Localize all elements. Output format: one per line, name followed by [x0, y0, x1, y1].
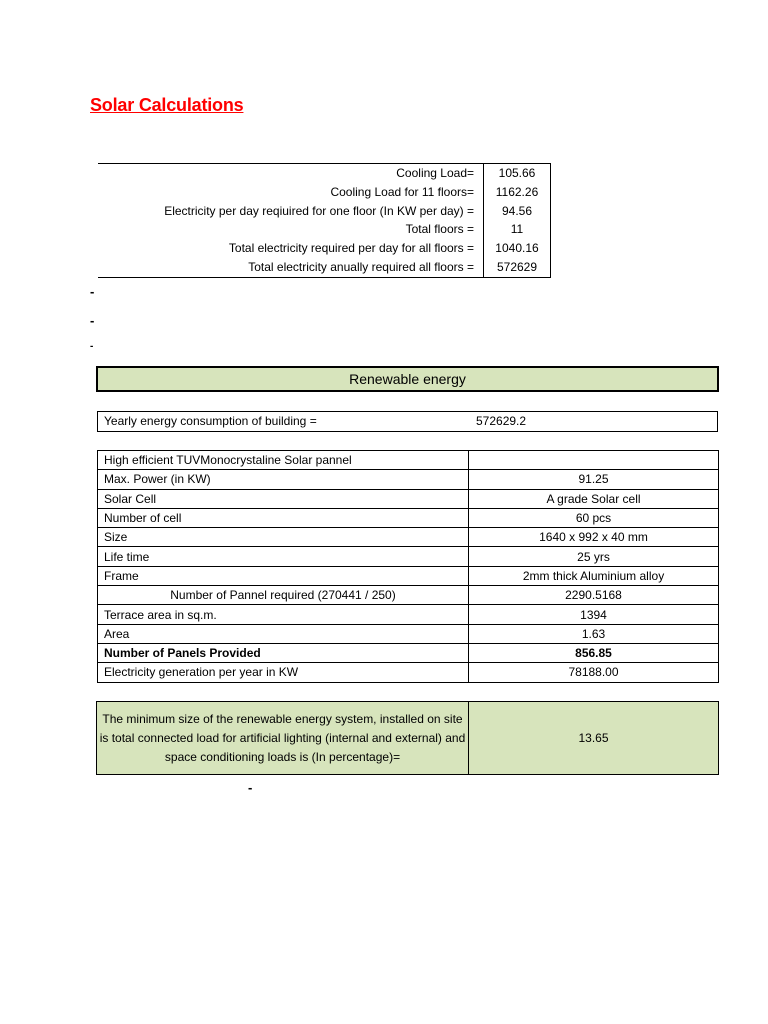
- calc-label: Electricity per day reqiuired for one floor (In KW per day) =: [164, 203, 474, 218]
- yearly-label: Yearly energy consumption of building =: [104, 414, 317, 428]
- spec-label: Life time: [98, 547, 469, 566]
- spec-label: Number of cell: [98, 508, 469, 527]
- spec-value: 2290.5168: [469, 586, 719, 605]
- calc-label: Total floors =: [405, 222, 474, 237]
- spec-label: Solar Cell: [98, 489, 469, 508]
- calc-label: Cooling Load=: [396, 166, 474, 180]
- spec-label: Max. Power (in KW): [98, 470, 469, 489]
- spec-row: [98, 508, 719, 527]
- spec-row: [98, 470, 719, 489]
- spec-value: [469, 451, 719, 470]
- spec-label: Frame: [98, 566, 469, 585]
- spec-row: [98, 663, 719, 682]
- spec-value: 1640 x 992 x 40 mm: [469, 528, 719, 547]
- calc-value: 1162.26: [484, 183, 551, 202]
- spec-value: 91.25: [469, 470, 719, 489]
- calc-row: [98, 202, 551, 221]
- calc-value: 572629: [484, 258, 551, 277]
- dash-marker: -: [90, 313, 95, 328]
- minimum-size-box: [96, 701, 719, 775]
- spec-value: 78188.00: [469, 663, 719, 682]
- dash-marker: -: [90, 284, 95, 299]
- spec-value: 1.63: [469, 624, 719, 643]
- renewable-energy-header: Renewable energy: [96, 366, 719, 392]
- spec-row: [98, 605, 719, 624]
- spec-value: A grade Solar cell: [469, 489, 719, 508]
- spec-row: [98, 451, 719, 470]
- page-title: Solar Calculations: [90, 95, 244, 115]
- spec-row: [98, 624, 719, 643]
- solar-panel-spec-table: [97, 450, 719, 683]
- spec-label: High efficient TUVMonocrystaline Solar pannel: [98, 451, 469, 470]
- calc-row: [98, 258, 551, 277]
- calc-label: Total electricity anually required all floors =: [248, 259, 474, 274]
- calc-label: Total electricity required per day for all floors =: [228, 241, 474, 256]
- dash-marker: -: [90, 341, 94, 352]
- spec-label: Terrace area in sq.m.: [98, 605, 469, 624]
- spec-row: [98, 547, 719, 566]
- calc-row: [98, 239, 551, 258]
- spec-label: Size: [98, 528, 469, 547]
- spec-label: Number of Panels Provided: [98, 643, 469, 662]
- spec-label: Electricity generation per year in KW: [98, 663, 469, 682]
- calc-row: [98, 220, 551, 239]
- spec-row: [98, 489, 719, 508]
- minimum-size-label: The minimum size of the renewable energy system, installed on site is total connected load for artificial lighting (internal and external) and space conditioning loads is (In percentage)=: [99, 712, 466, 764]
- calc-row: [98, 164, 551, 183]
- calc-value: 105.66: [484, 164, 551, 183]
- cooling-calc-table: [98, 163, 551, 278]
- spec-row: [98, 566, 719, 585]
- yearly-consumption-row: [97, 411, 718, 432]
- calc-value: 11: [484, 220, 551, 239]
- spec-value: 25 yrs: [469, 547, 719, 566]
- spec-label: Number of Pannel required (270441 / 250): [98, 586, 469, 605]
- spec-value: 1394: [469, 605, 719, 624]
- spec-row: [98, 586, 719, 605]
- calc-label: Cooling Load for 11 floors=: [330, 184, 474, 199]
- spec-row: [98, 528, 719, 547]
- calc-value: 94.56: [484, 202, 551, 221]
- spec-value: 60 pcs: [469, 508, 719, 527]
- dash-marker: -: [248, 780, 253, 795]
- spec-value: 2mm thick Aluminium alloy: [469, 566, 719, 585]
- calc-value: 1040.16: [484, 239, 551, 258]
- spec-label: Area: [98, 624, 469, 643]
- spec-value: 856.85: [469, 643, 719, 662]
- yearly-value: 572629.2: [476, 414, 527, 428]
- calc-row: [98, 183, 551, 202]
- spec-row: [98, 643, 719, 662]
- minimum-size-value: 13.65: [578, 731, 609, 745]
